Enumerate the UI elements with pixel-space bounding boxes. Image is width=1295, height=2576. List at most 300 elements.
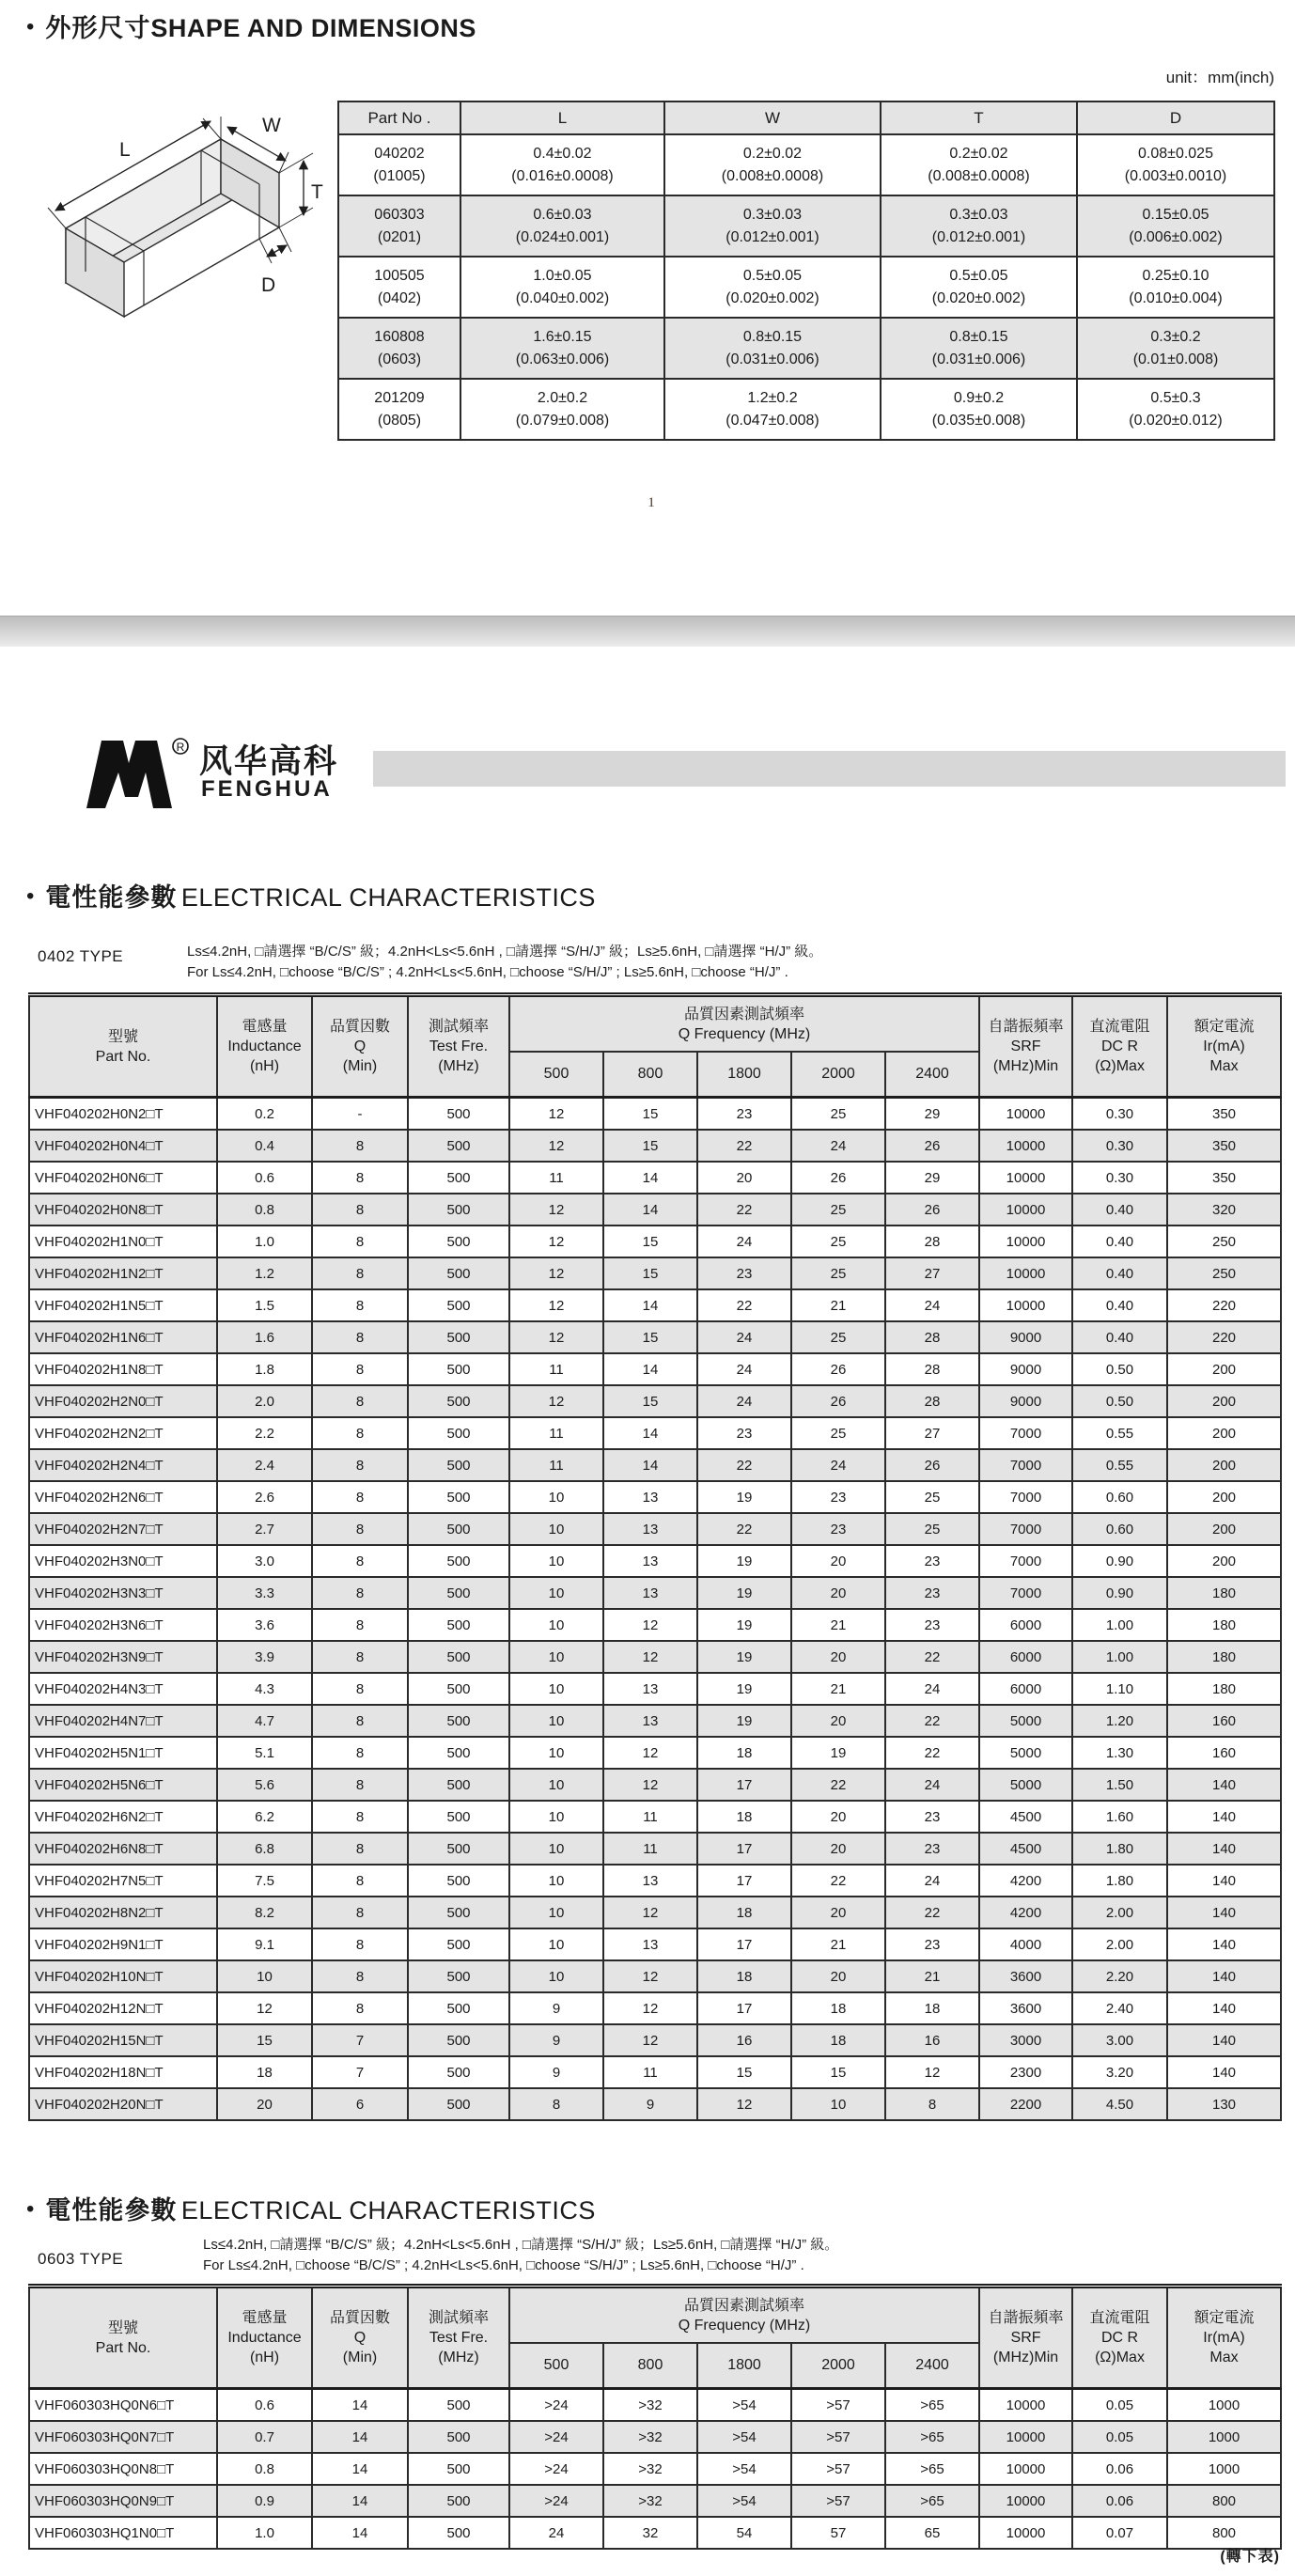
col-header-part-no: 型號 Part No. — [29, 2287, 217, 2389]
table-cell: 2.4 — [217, 1449, 312, 1481]
table-cell: 140 — [1167, 1960, 1281, 1992]
col-header-part-no: 型號 Part No. — [29, 995, 217, 1098]
table-cell: 500 — [408, 1353, 509, 1385]
table-cell: VHF060303HQ0N7□T — [29, 2421, 217, 2453]
table-cell: 8 — [312, 1449, 408, 1481]
table-cell: 2.0±0.2 (0.079±0.008) — [460, 379, 664, 440]
table-cell: 10 — [217, 1960, 312, 1992]
table-cell: 12 — [509, 1226, 603, 1257]
table-cell: VHF040202H2N4□T — [29, 1449, 217, 1481]
table-cell: 14 — [312, 2389, 408, 2422]
table-cell: 10000 — [979, 1226, 1072, 1257]
table-cell: 12 — [217, 1992, 312, 2024]
table-cell: 10 — [509, 1769, 603, 1801]
table-cell: >54 — [697, 2421, 791, 2453]
table-cell: 26 — [885, 1449, 979, 1481]
table-cell: 500 — [408, 1130, 509, 1162]
note-line-en: For Ls≤4.2nH, □choose “B/C/S” ; 4.2nH<Ls<5.6nH, □choose “S/H/J” ; Ls≥5.6nH, □choose “H/J” . — [187, 964, 788, 980]
table-cell: 500 — [408, 1513, 509, 1545]
table-cell: 22 — [885, 1737, 979, 1769]
table-cell: 0.40 — [1072, 1194, 1167, 1226]
table-cell: 500 — [408, 1992, 509, 2024]
table-cell: 15 — [603, 1130, 697, 1162]
table-cell: 24 — [697, 1385, 791, 1417]
table-cell: 1.60 — [1072, 1801, 1167, 1833]
table-cell: 0.05 — [1072, 2389, 1167, 2422]
table-cell: 26 — [791, 1353, 885, 1385]
table-cell: 29 — [885, 1098, 979, 1131]
table-cell: 24 — [885, 1673, 979, 1705]
table-row — [29, 2453, 1281, 2485]
table-cell: 0.5±0.05 (0.020±0.002) — [881, 257, 1077, 318]
table-cell: 2.20 — [1072, 1960, 1167, 1992]
table-cell: 1.0±0.05 (0.040±0.002) — [460, 257, 664, 318]
table-cell: 8 — [312, 1226, 408, 1257]
table-cell: VHF040202H4N3□T — [29, 1673, 217, 1705]
table-cell: 25 — [791, 1417, 885, 1449]
table-cell: 2.2 — [217, 1417, 312, 1449]
table-cell: 27 — [885, 1417, 979, 1449]
table-cell: VHF040202H5N6□T — [29, 1769, 217, 1801]
table-cell: 140 — [1167, 1865, 1281, 1897]
table-cell: 9 — [603, 2088, 697, 2120]
table-cell: 060303 (0201) — [338, 195, 460, 257]
table-cell: 500 — [408, 1098, 509, 1131]
table-cell: VHF040202H9N1□T — [29, 1928, 217, 1960]
table-cell: 200 — [1167, 1353, 1281, 1385]
table-cell: 140 — [1167, 1833, 1281, 1865]
table-cell: 10 — [509, 1673, 603, 1705]
table-cell: 22 — [791, 1865, 885, 1897]
table-cell: 18 — [697, 1737, 791, 1769]
table-cell: 17 — [697, 1928, 791, 1960]
table-cell: 18 — [791, 1992, 885, 2024]
table-cell: 8 — [312, 1928, 408, 1960]
table-cell: VHF060303HQ0N8□T — [29, 2453, 217, 2485]
col-header-q: 品質因數 Q (Min) — [312, 2287, 408, 2389]
table-cell: 500 — [408, 1257, 509, 1289]
table-row — [29, 1928, 1281, 1960]
table-cell: 8 — [312, 1737, 408, 1769]
table-cell: 12 — [509, 1321, 603, 1353]
table-cell: 24 — [697, 1353, 791, 1385]
table-cell: 500 — [408, 1769, 509, 1801]
table-cell: 14 — [312, 2517, 408, 2549]
table-cell: 500 — [408, 1737, 509, 1769]
table-cell: 4500 — [979, 1801, 1072, 1833]
table-cell: 8 — [312, 1417, 408, 1449]
table-row — [29, 1641, 1281, 1673]
table-cell: 0.55 — [1072, 1449, 1167, 1481]
table-cell: 160808 (0603) — [338, 318, 460, 379]
table-cell: 14 — [312, 2421, 408, 2453]
table-cell: 140 — [1167, 2024, 1281, 2056]
table-cell: >54 — [697, 2453, 791, 2485]
table-row — [29, 2024, 1281, 2056]
unit-label: unit：mm(inch) — [1165, 69, 1274, 86]
table-cell: 500 — [408, 2389, 509, 2422]
note-line-cn: Ls≤4.2nH, □請選擇 “B/C/S” 級；4.2nH<Ls<5.6nH , □請選擇 “S/H/J” 級；Ls≥5.6nH, □請選擇 “H/J” 級。 — [187, 944, 823, 960]
table-cell: 28 — [885, 1353, 979, 1385]
table-cell: 0.4 — [217, 1130, 312, 1162]
table-cell: 201209 (0805) — [338, 379, 460, 440]
table-cell: 0.8±0.15 (0.031±0.006) — [664, 318, 881, 379]
table-cell: 0.2±0.02 (0.008±0.0008) — [881, 134, 1077, 195]
table-cell: 10 — [509, 1705, 603, 1737]
table-cell: 0.60 — [1072, 1481, 1167, 1513]
table-cell: 500 — [408, 1545, 509, 1577]
table-cell: 2.40 — [1072, 1992, 1167, 2024]
table-cell: 8 — [312, 1769, 408, 1801]
table-cell: 10 — [509, 1897, 603, 1928]
brand-name-cn: 风华高科 — [199, 743, 339, 780]
table-cell: >32 — [603, 2485, 697, 2517]
table-row — [29, 1289, 1281, 1321]
table-cell: 12 — [603, 1769, 697, 1801]
table-cell: VHF040202H8N2□T — [29, 1897, 217, 1928]
note-line-en: For Ls≤4.2nH, □choose “B/C/S” ; 4.2nH<Ls<5.6nH, □choose “S/H/J” ; Ls≥5.6nH, □choose “H/J” . — [203, 2257, 804, 2273]
table-cell: 14 — [312, 2453, 408, 2485]
table-cell: VHF040202H3N3□T — [29, 1577, 217, 1609]
table-cell: 0.6 — [217, 1162, 312, 1194]
table-cell: 21 — [791, 1928, 885, 1960]
table-cell: 8 — [312, 1321, 408, 1353]
table-cell: VHF040202H2N7□T — [29, 1513, 217, 1545]
table-cell: 800 — [1167, 2517, 1281, 2549]
table-cell: 16 — [697, 2024, 791, 2056]
table-cell: 9 — [509, 2056, 603, 2088]
col-header-rated-current: 額定電流 Ir(mA) Max — [1167, 995, 1281, 1098]
table-cell: 23 — [885, 1609, 979, 1641]
table-cell: >24 — [509, 2453, 603, 2485]
table-cell: 10 — [509, 1960, 603, 1992]
table-cell: 13 — [603, 1577, 697, 1609]
table-cell: 3.00 — [1072, 2024, 1167, 2056]
table-cell: 18 — [697, 1960, 791, 1992]
table-cell: 24 — [791, 1130, 885, 1162]
table-cell: 12 — [603, 1960, 697, 1992]
table-cell: 6.2 — [217, 1801, 312, 1833]
table-cell: 140 — [1167, 1928, 1281, 1960]
table-cell: 7.5 — [217, 1865, 312, 1897]
table-cell: 1.30 — [1072, 1737, 1167, 1769]
chip-dimension-diagram — [33, 111, 324, 331]
table-cell: 500 — [408, 1897, 509, 1928]
selection-notes-0402 — [187, 942, 822, 983]
table-cell: >65 — [885, 2453, 979, 2485]
table-cell: 500 — [408, 1609, 509, 1641]
table-cell: 160 — [1167, 1737, 1281, 1769]
table-cell: 0.90 — [1072, 1577, 1167, 1609]
table-cell: 500 — [408, 1928, 509, 1960]
table-cell: 20 — [791, 1960, 885, 1992]
col-header-2400: 2400 — [885, 2343, 979, 2389]
table-cell: 15 — [697, 2056, 791, 2088]
table-cell: 22 — [697, 1513, 791, 1545]
table-cell: 0.90 — [1072, 1545, 1167, 1577]
table-cell: 1.00 — [1072, 1609, 1167, 1641]
table-row — [338, 318, 1274, 379]
table-cell: 500 — [408, 2485, 509, 2517]
table-cell: VHF040202H7N5□T — [29, 1865, 217, 1897]
table-cell: 0.9±0.2 (0.035±0.008) — [881, 379, 1077, 440]
table-row — [29, 2421, 1281, 2453]
table-cell: 500 — [408, 1960, 509, 1992]
table-row — [29, 1257, 1281, 1289]
table-cell: 140 — [1167, 1897, 1281, 1928]
table-cell: >57 — [791, 2421, 885, 2453]
table-cell: 22 — [885, 1705, 979, 1737]
table-cell: 5.1 — [217, 1737, 312, 1769]
table-cell: 25 — [791, 1194, 885, 1226]
table-cell: VHF040202H2N2□T — [29, 1417, 217, 1449]
table-cell: 21 — [791, 1609, 885, 1641]
electrical-title-en: ELECTRICAL CHARACTERISTICS — [180, 2196, 596, 2225]
table-cell: 1000 — [1167, 2421, 1281, 2453]
table-cell: 20 — [791, 1897, 885, 1928]
col-header-2400: 2400 — [885, 1052, 979, 1098]
table-cell: 500 — [408, 2056, 509, 2088]
table-cell: 15 — [603, 1321, 697, 1353]
shape-title-en: SHAPE AND DIMENSIONS — [150, 14, 476, 42]
table-cell: 0.30 — [1072, 1130, 1167, 1162]
table-cell: 500 — [408, 2024, 509, 2056]
table-cell: 3000 — [979, 2024, 1072, 2056]
brand-banner — [373, 751, 1286, 787]
table-cell: 0.4±0.02 (0.016±0.0008) — [460, 134, 664, 195]
table-cell: 500 — [408, 1226, 509, 1257]
table-cell: 5.6 — [217, 1769, 312, 1801]
table-cell: 500 — [408, 2517, 509, 2549]
table-cell: 0.9 — [217, 2485, 312, 2517]
table-cell: 7000 — [979, 1545, 1072, 1577]
table-cell: 26 — [791, 1385, 885, 1417]
table-cell: 20 — [791, 1833, 885, 1865]
table-cell: 6000 — [979, 1641, 1072, 1673]
table-cell: 20 — [791, 1801, 885, 1833]
table-cell: 10000 — [979, 2453, 1072, 2485]
table-cell: 15 — [603, 1098, 697, 1131]
table-cell: VHF040202H1N5□T — [29, 1289, 217, 1321]
table-cell: 0.15±0.05 (0.006±0.002) — [1077, 195, 1274, 257]
table-row — [29, 1577, 1281, 1609]
table-cell: VHF040202H1N6□T — [29, 1321, 217, 1353]
table-cell: 19 — [791, 1737, 885, 1769]
col-header-inductance: 電感量 Inductance (nH) — [217, 2287, 312, 2389]
table-cell: 12 — [509, 1385, 603, 1417]
table-cell: >32 — [603, 2453, 697, 2485]
table-row — [29, 1769, 1281, 1801]
table-cell: 0.6 — [217, 2389, 312, 2422]
col-header-2000: 2000 — [791, 2343, 885, 2389]
table-cell: 8 — [312, 1513, 408, 1545]
table-cell: VHF060303HQ1N0□T — [29, 2517, 217, 2549]
table-cell: 21 — [791, 1289, 885, 1321]
table-cell: 1.8 — [217, 1353, 312, 1385]
table-cell: 0.5±0.05 (0.020±0.002) — [664, 257, 881, 318]
table-cell: 14 — [603, 1417, 697, 1449]
table-cell: 0.8 — [217, 1194, 312, 1226]
table-cell: 13 — [603, 1865, 697, 1897]
table-row — [29, 1417, 1281, 1449]
table-row — [29, 2088, 1281, 2120]
continued-label: (轉下表) — [1220, 2549, 1280, 2565]
table-cell: 23 — [697, 1257, 791, 1289]
table-cell: 14 — [603, 1449, 697, 1481]
table-row — [29, 1226, 1281, 1257]
col-header-W: W — [664, 101, 881, 134]
table-cell: 10 — [509, 1513, 603, 1545]
table-cell: 19 — [697, 1641, 791, 1673]
table-cell: >65 — [885, 2421, 979, 2453]
table-cell: 25 — [791, 1226, 885, 1257]
table-cell: 250 — [1167, 1226, 1281, 1257]
elec-header-row — [29, 995, 1281, 1053]
table-cell: 17 — [697, 1769, 791, 1801]
table-cell: VHF040202H0N8□T — [29, 1194, 217, 1226]
table-cell: 3.6 — [217, 1609, 312, 1641]
table-cell: 160 — [1167, 1705, 1281, 1737]
col-header-D: D — [1077, 101, 1274, 134]
table-cell: 10000 — [979, 2517, 1072, 2549]
table-cell: 10 — [509, 1609, 603, 1641]
elec-table-body-0603 — [29, 2389, 1281, 2550]
table-cell: VHF040202H18N□T — [29, 2056, 217, 2088]
table-cell: 23 — [791, 1481, 885, 1513]
table-cell: 9000 — [979, 1353, 1072, 1385]
dimensions-header-row — [338, 101, 1274, 134]
table-cell: 19 — [697, 1609, 791, 1641]
table-cell: 9 — [509, 2024, 603, 2056]
shape-title-cn: 外形尺寸 — [45, 14, 151, 42]
table-cell: 7000 — [979, 1481, 1072, 1513]
table-cell: 10 — [509, 1545, 603, 1577]
table-cell: VHF040202H3N6□T — [29, 1609, 217, 1641]
table-cell: 10 — [509, 1865, 603, 1897]
table-cell: 9 — [509, 1992, 603, 2024]
table-cell: 10000 — [979, 2389, 1072, 2422]
electrical-title-cn: 電性能參數 — [45, 883, 178, 912]
col-header-dcr: 直流電阻 DC R (Ω)Max — [1072, 995, 1167, 1098]
table-cell: 0.3±0.2 (0.01±0.008) — [1077, 318, 1274, 379]
table-row — [29, 1513, 1281, 1545]
table-cell: >54 — [697, 2389, 791, 2422]
table-cell: 24 — [885, 1865, 979, 1897]
table-row — [29, 1481, 1281, 1513]
table-cell: 220 — [1167, 1321, 1281, 1353]
table-cell: 100505 (0402) — [338, 257, 460, 318]
table-cell: 500 — [408, 1641, 509, 1673]
table-cell: 22 — [697, 1194, 791, 1226]
table-cell: 500 — [408, 1162, 509, 1194]
table-row — [29, 1130, 1281, 1162]
table-row — [29, 1385, 1281, 1417]
table-cell: 12 — [603, 1897, 697, 1928]
table-cell: 16 — [885, 2024, 979, 2056]
table-cell: 65 — [885, 2517, 979, 2549]
table-cell: 5000 — [979, 1705, 1072, 1737]
diagram-label-D: D — [261, 274, 276, 296]
table-cell: 0.8 — [217, 2453, 312, 2485]
table-cell: 500 — [408, 2421, 509, 2453]
table-cell: 0.3±0.03 (0.012±0.001) — [881, 195, 1077, 257]
col-header-rated-current: 額定電流 Ir(mA) Max — [1167, 2287, 1281, 2389]
table-cell: 8 — [312, 1353, 408, 1385]
table-row — [29, 2056, 1281, 2088]
table-cell: 040202 (01005) — [338, 134, 460, 195]
table-row — [338, 195, 1274, 257]
table-cell: 3.3 — [217, 1577, 312, 1609]
table-cell: 0.40 — [1072, 1321, 1167, 1353]
table-cell: 12 — [509, 1130, 603, 1162]
table-cell: 26 — [885, 1194, 979, 1226]
table-row — [29, 1801, 1281, 1833]
table-cell: 8 — [312, 1385, 408, 1417]
table-cell: 12 — [509, 1194, 603, 1226]
table-cell: 6 — [312, 2088, 408, 2120]
table-cell: 8 — [312, 1481, 408, 1513]
table-cell: 0.40 — [1072, 1289, 1167, 1321]
table-cell: 10 — [509, 1641, 603, 1673]
table-cell: 10000 — [979, 1289, 1072, 1321]
table-row — [29, 1865, 1281, 1897]
table-cell: 10000 — [979, 1162, 1072, 1194]
col-header-q-frequency-group: 品質因素測試頻率 Q Frequency (MHz) — [509, 2287, 979, 2344]
table-cell: VHF040202H1N8□T — [29, 1353, 217, 1385]
note-line-cn: Ls≤4.2nH, □請選擇 “B/C/S” 級；4.2nH<Ls<5.6nH , □請選擇 “S/H/J” 級；Ls≥5.6nH, □請選擇 “H/J” 級。 — [203, 2237, 839, 2253]
table-cell: 4500 — [979, 1833, 1072, 1865]
table-cell: 1.00 — [1072, 1641, 1167, 1673]
table-cell: 23 — [885, 1545, 979, 1577]
col-header-1800: 1800 — [697, 2343, 791, 2389]
table-cell: 8 — [312, 1801, 408, 1833]
table-cell: 2.6 — [217, 1481, 312, 1513]
table-cell: 200 — [1167, 1417, 1281, 1449]
table-cell: 23 — [885, 1833, 979, 1865]
table-cell: 19 — [697, 1481, 791, 1513]
table-cell: 0.40 — [1072, 1226, 1167, 1257]
table-cell: 23 — [697, 1417, 791, 1449]
electrical-table-0603 — [28, 2284, 1282, 2550]
table-cell: 10000 — [979, 2421, 1072, 2453]
table-row — [29, 1897, 1281, 1928]
table-cell: 14 — [603, 1353, 697, 1385]
table-cell: 6000 — [979, 1609, 1072, 1641]
table-cell: 2200 — [979, 2088, 1072, 2120]
table-cell: 23 — [885, 1928, 979, 1960]
table-cell: 0.08±0.025 (0.003±0.0010) — [1077, 134, 1274, 195]
table-cell: 20 — [791, 1577, 885, 1609]
table-cell: VHF040202H2N0□T — [29, 1385, 217, 1417]
table-cell: 22 — [885, 1897, 979, 1928]
table-cell: 0.30 — [1072, 1162, 1167, 1194]
table-cell: 0.25±0.10 (0.010±0.004) — [1077, 257, 1274, 318]
table-cell: >24 — [509, 2421, 603, 2453]
table-cell: 7 — [312, 2024, 408, 2056]
table-cell: 8 — [312, 1130, 408, 1162]
table-cell: 26 — [885, 1130, 979, 1162]
table-cell: 4.3 — [217, 1673, 312, 1705]
table-cell: 14 — [603, 1289, 697, 1321]
table-cell: 15 — [603, 1226, 697, 1257]
dimensions-table — [337, 101, 1275, 441]
table-cell: 1.2 — [217, 1257, 312, 1289]
table-row — [29, 1833, 1281, 1865]
table-cell: 17 — [697, 1865, 791, 1897]
table-cell: 0.7 — [217, 2421, 312, 2453]
table-cell: 12 — [509, 1289, 603, 1321]
table-cell: 140 — [1167, 1801, 1281, 1833]
